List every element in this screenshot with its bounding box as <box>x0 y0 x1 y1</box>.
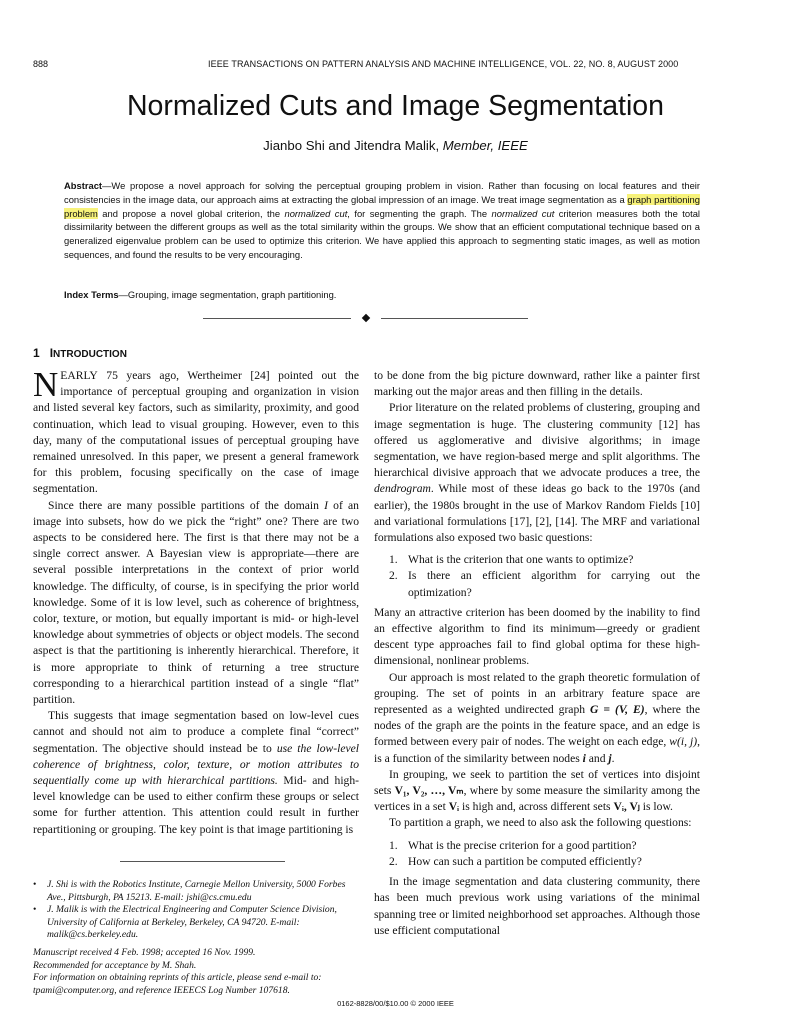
list-item <box>374 552 700 568</box>
section-title-rest: NTRODUCTION <box>53 349 127 360</box>
bullet-icon: • <box>33 904 37 916</box>
list-text: How can such a partition be computed efficiently? <box>408 854 642 868</box>
abstract-text: , for segmenting the graph. The <box>347 207 492 219</box>
reprints-note: For information on obtaining reprints of this article, please send e-mail to: tpami@computer.org, and reference IEEECS Log Number 107618. <box>33 972 322 996</box>
list-text: What is the precise criterion for a good partition? <box>408 838 637 852</box>
paragraph-text: . While most of these ideas go back to the 1970s (and earlier), the 1980s brought in the use of Markov Random Fields [10] and variational formulations [17], [2], [14]. The MRF and variational formulations also exposed two basic questions: <box>374 482 700 545</box>
paragraph <box>374 400 700 546</box>
question-list <box>374 552 700 601</box>
paragraph: In the image segmentation and data clustering community, there has been much previous work using variations of the minimal spanning tree or limited neighborhood set approaches. Although those use efficient computational <box>374 875 700 937</box>
paper-title: Normalized Cuts and Image Segmentation <box>126 90 665 122</box>
drop-cap: N <box>33 365 59 404</box>
paragraph-text: Prior literature on the related problems of clustering, grouping and image segmentation is huge. The clustering community [12] has offered us agglomerative and divisive algorithms; in image segmentation, we have region-based merge and split algorithms. The hierarchical divisive approach that we advocate produces a tree, the <box>374 401 700 480</box>
paragraph-text: , where by some measure the similarity among the vertices in a set <box>374 784 701 814</box>
author-names: Jianbo Shi and Jitendra Malik, <box>263 138 440 153</box>
emphasis: use the low-level coherence of brightness, color, texture, or motion attributes to sequentially come up with hierarchical partitions. <box>33 741 359 788</box>
recommendation-note: Recommended for acceptance by M. Shah. <box>33 959 197 971</box>
footnote-text: J. Shi is with the Robotics Institute, Carnegie Mellon University, 5000 Forbes Ave., Pittsburgh, PA 15213. E-mail: jshi@cs.cmu.edu <box>47 879 346 903</box>
paragraph-text: . <box>611 751 615 765</box>
paragraph-text: Our approach is most related to the graph theoretic formulation of grouping. The set of points in an arbitrary feature space are represented as a weighted undirected graph <box>374 670 700 717</box>
math-var: i <box>582 751 586 765</box>
paragraph-text: , where the nodes of the graph are the points in the feature space, and an edge is formed between every pair of nodes. The weight on each edge, <box>374 703 701 749</box>
footnote-text: J. Malik is with the Electrical Engineering and Computer Science Division, University of California at Berkeley, Berkeley, CA 94720. E-mail: malik@cs.berkeley.edu. <box>47 904 337 941</box>
paragraph-text: Since there are many possible partitions of the domain <box>48 498 325 512</box>
author-role: Member, IEEE <box>442 138 528 153</box>
math-expression: Vᵢ, Vⱼ <box>613 800 640 814</box>
list-item <box>374 568 700 600</box>
question-list <box>374 838 700 870</box>
abstract-term: normalized cut <box>491 207 555 219</box>
footnotes <box>33 879 359 997</box>
section-divider <box>203 314 528 324</box>
paragraph: To partition a graph, we need to also ask the following questions: <box>389 816 692 830</box>
section-number: 1 <box>33 346 40 360</box>
list-text: Is there an efficient algorithm for carrying out the optimization? <box>408 569 700 599</box>
footnote <box>33 904 359 942</box>
list-number: 1. <box>389 838 398 852</box>
footnote-rule <box>120 861 285 862</box>
paragraph <box>33 498 359 709</box>
abstract-text: —We propose a novel approach for solving the perceptual grouping problem in vision. Rather than focusing on local features and their consistencies in the image data, our approach aims at extracting the global impression of an image. We treat image segmentation as a <box>64 180 700 205</box>
left-column <box>33 365 359 838</box>
abstract-label: Abstract <box>64 180 103 191</box>
section-heading <box>33 346 127 360</box>
paragraph-text: In grouping, we seek to partition the set of vertices into disjoint sets <box>374 767 700 798</box>
abstract <box>64 179 700 262</box>
index-terms <box>64 289 700 300</box>
paragraph: Many an attractive criterion has been doomed by the inability to find an effective algorithm to find its minimum—greedy or gradient descent type approaches fail to find global optima for these high-dimensional, nonlinear problems. <box>374 605 700 668</box>
author-line <box>0 138 791 153</box>
paragraph-text: This suggests that image segmentation based on low-level cues cannot and should not aim to produce a complete final “correct” segmentation. The objective should instead be to <box>33 709 359 755</box>
list-text: What is the criterion that one wants to optimize? <box>408 553 634 567</box>
paragraph: to be done from the big picture downward, rather like a painter first marking out the major areas and then filling in the details. <box>374 369 700 399</box>
paragraph <box>374 670 700 767</box>
diamond-icon <box>362 314 370 322</box>
math-var: I <box>324 498 328 512</box>
paragraph-text: of an image into subsets, how do we pick the “right” one? There are two aspects to be considered here. The first is that there may not be a single correct answer. A Bayesian view is appropriate—there are several possible interpretations in the context of prior world knowledge. The difficulty, of course, is in specifying the prior world knowledge. Some of it is low level, such as coherence of brightness, color, texture, or motion, but equally important is mid- or high-level knowledge about symmetries of objects or object models. The second aspect is that the partitioning is inherently hierarchical. Therefore, it is more appropriate to think of returning a tree structure corresponding to a hierarchical partition instead of a single “flat” partition. <box>33 498 359 707</box>
paragraph-text: Mid- and high-level knowledge can be used to either confirm these groups or select some for further attention. This attention could result in further repartitioning or grouping. The key point is that image partitioning is <box>33 774 359 836</box>
divider-line-left <box>203 318 351 319</box>
right-column <box>374 368 700 939</box>
math-expression: Vᵢ <box>448 800 460 814</box>
list-item <box>374 854 700 870</box>
running-head: IEEE TRANSACTIONS ON PATTERN ANALYSIS AND MACHINE INTELLIGENCE, VOL. 22, NO. 8, AUGUST 2000 <box>208 59 679 69</box>
index-terms-label: Index Terms <box>64 289 119 300</box>
index-terms-text: —Grouping, image segmentation, graph partitioning. <box>118 289 337 300</box>
math-expression: w(i, j) <box>669 735 698 749</box>
math-var: j <box>608 751 612 765</box>
paragraph-text: is low. <box>639 800 673 814</box>
paragraph-text: 75 years ago, Wertheimer [24] pointed out the importance of perceptual grouping and organization in vision and listed several key factors, such as similarity, proximity, and good continuation, which lead to visual grouping. However, even to this day, many of the computational issues of perceptual grouping have remained unresolved. In this paper, we present a general framework for this problem, focusing specifically on the case of image segmentation. <box>33 369 359 496</box>
math-expression: G = (V, E) <box>590 703 645 717</box>
abstract-text: and propose a novel global criterion, the <box>97 207 285 219</box>
copyright-line: 0162-8828/00/$10.00 © 2000 IEEE <box>337 999 454 1008</box>
divider-line-right <box>381 318 528 319</box>
math-expression: V₁, V₂, …, Vₘ <box>394 784 464 798</box>
list-item <box>374 838 700 854</box>
paragraph <box>33 708 359 838</box>
paragraph-text: , is a function of the similarity between nodes <box>374 735 700 765</box>
abstract-term: normalized cut <box>284 207 348 219</box>
page-number: 888 <box>33 59 49 69</box>
bullet-icon: • <box>33 879 37 890</box>
paragraph-text: is high and, across different sets <box>459 800 614 814</box>
list-number: 2. <box>389 569 398 583</box>
footnote <box>33 879 359 904</box>
emphasis: dendrogram <box>374 482 431 496</box>
abstract-text: criterion measures both the total dissimilarity between the different groups as well as the total similarity within the groups. We show that an efficient computational technique based on a generalized eigenvalue problem can be used to optimize this criterion. We have applied this approach to segmenting static images, as well as motion sequences, and found the results to be very encouraging. <box>64 207 700 260</box>
highlighted-phrase: graph partitioning problem <box>64 193 700 219</box>
section-title-initial: I <box>49 346 54 360</box>
list-number: 1. <box>389 553 398 567</box>
lead-word: EARLY <box>60 369 98 382</box>
paragraph-text: and <box>585 751 609 765</box>
paragraph <box>374 767 700 816</box>
list-number: 2. <box>389 854 398 868</box>
manuscript-note: Manuscript received 4 Feb. 1998; accepted 16 Nov. 1999. <box>33 946 256 958</box>
paragraph <box>33 365 359 498</box>
